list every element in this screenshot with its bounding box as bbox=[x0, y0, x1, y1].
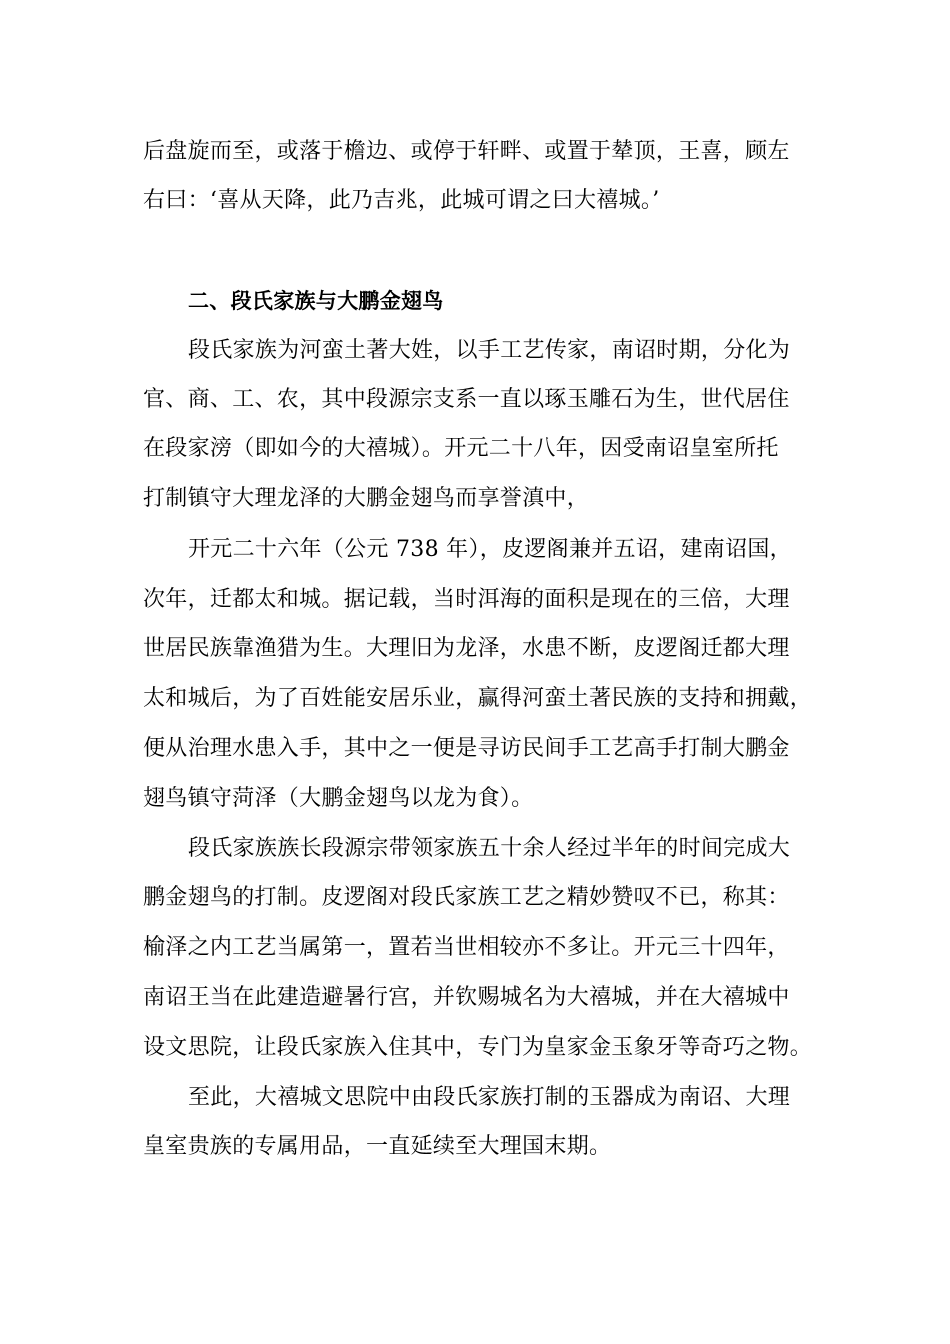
text-line: 开元二十六年（公元 738 年），皮逻阁兼并五诏，建南诏国， bbox=[188, 537, 792, 562]
text-line: 皇室贵族的专属用品，一直延续至大理国末期。 bbox=[143, 1134, 612, 1159]
text-line: 太和城后，为了百姓能安居乐业，赢得河蛮土著民族的支持和拥戴， bbox=[143, 686, 813, 711]
text-line: 后盘旋而至，或落于檐边、或停于轩畔、或置于辇顶，王喜，顾左 bbox=[143, 139, 790, 164]
text-line: 段氏家族族长段源宗带领家族五十余人经过半年的时间完成大 bbox=[188, 836, 791, 861]
text-line: 段氏家族为河蛮土著大姓，以手工艺传家，南诏时期，分化为 bbox=[188, 338, 791, 363]
section-heading: 二、段氏家族与大鹏金翅鸟 bbox=[188, 289, 444, 313]
text-line: 设文思院，让段氏家族入住其中，专门为皇家金玉象牙等奇巧之物。 bbox=[143, 1035, 813, 1060]
text-line: 在段家滂（即如今的大禧城）。开元二十八年，因受南诏皇室所托 bbox=[143, 436, 779, 461]
text-line: 次年，迁都太和城。据记载，当时洱海的面积是现在的三倍，大理 bbox=[143, 587, 790, 612]
text-line: 南诏王当在此建造避暑行宫，并钦赐城名为大禧城，并在大禧城中 bbox=[143, 985, 790, 1010]
text-line: 鹏金翅鸟的打制。皮逻阁对段氏家族工艺之精妙赞叹不已，称其： bbox=[143, 885, 790, 910]
text-line: 翅鸟镇守菏泽（大鹏金翅鸟以龙为食）。 bbox=[143, 786, 534, 811]
text-line: 打制镇守大理龙泽的大鹏金翅鸟而享誉滇中， bbox=[143, 486, 590, 511]
text-line: 右曰：‘喜从天降，此乃吉兆，此城可谓之曰大禧城。’ bbox=[143, 188, 660, 213]
text-line: 便从治理水患入手，其中之一便是寻访民间手工艺高手打制大鹏金 bbox=[143, 736, 790, 761]
text-line: 榆泽之内工艺当属第一，置若当世相较亦不多让。开元三十四年， bbox=[143, 935, 790, 960]
text-line: 至此，大禧城文思院中由段氏家族打制的玉器成为南诏、大理 bbox=[188, 1085, 791, 1110]
text-line: 官、商、工、农，其中段源宗支系一直以琢玉雕石为生，世代居住 bbox=[143, 387, 790, 412]
text-line: 世居民族靠渔猎为生。大理旧为龙泽，水患不断，皮逻阁迁都大理 bbox=[143, 636, 790, 661]
